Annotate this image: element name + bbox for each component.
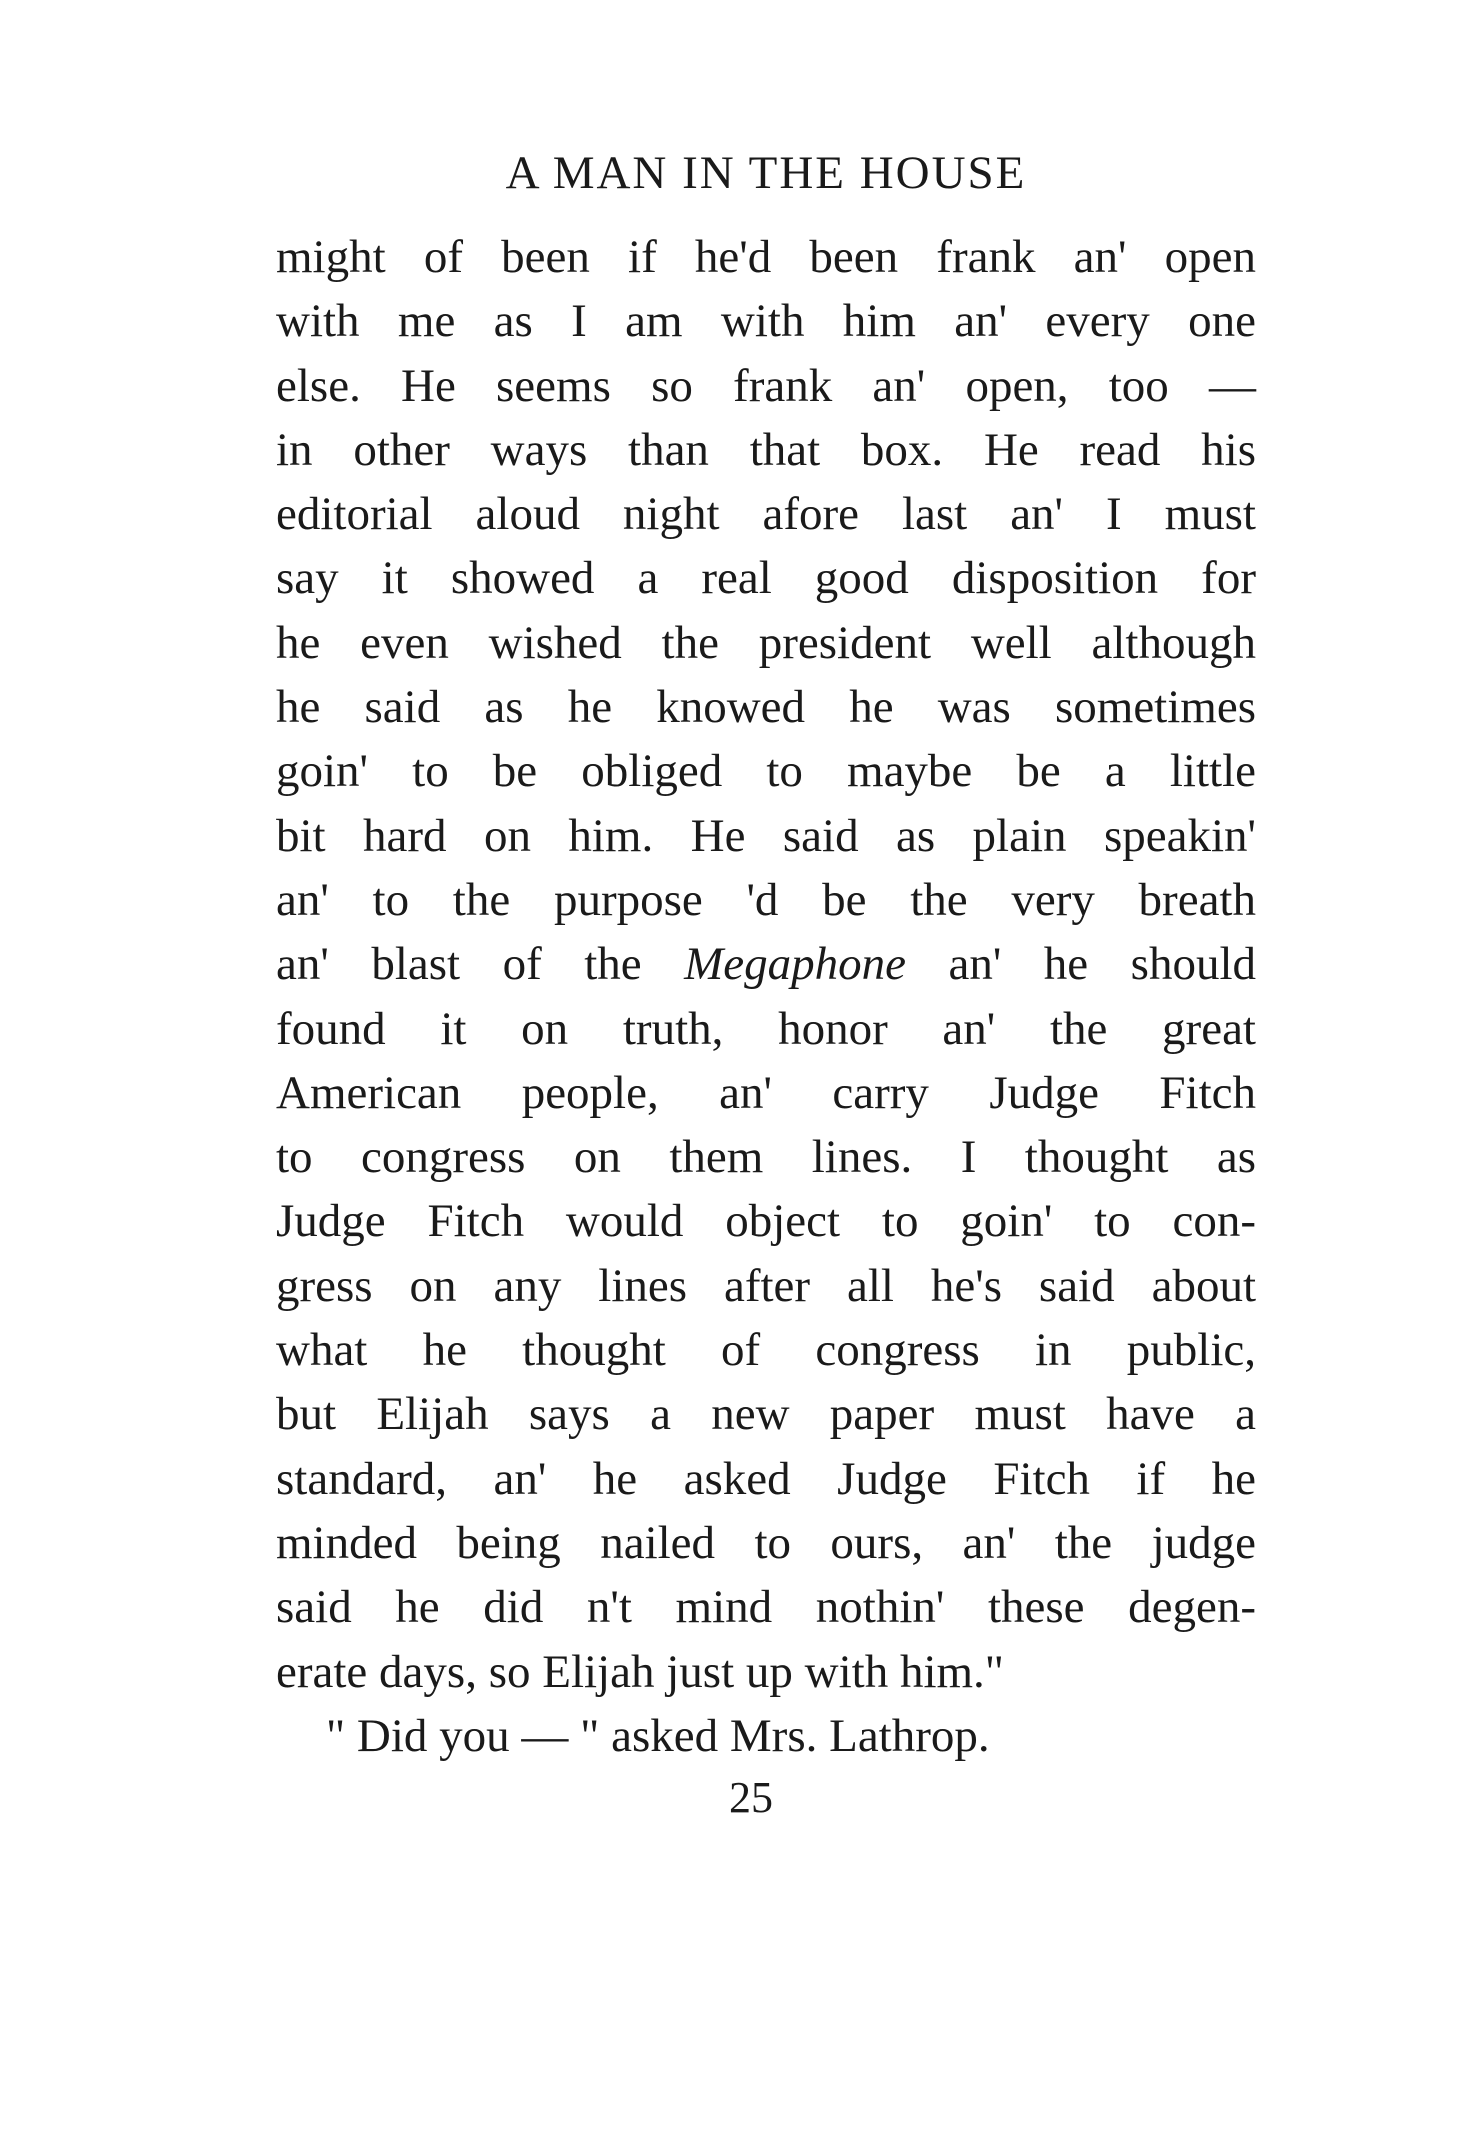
text-line: say it showed a real good disposition for	[276, 552, 1256, 605]
running-title: A MAN IN THE HOUSE	[505, 147, 1027, 199]
text-line: to congress on them lines. I thought as	[276, 1131, 1256, 1184]
text-line: gress on any lines after all he's said about	[276, 1259, 1256, 1312]
text-line: an' to the purpose 'd be the very breath	[276, 873, 1256, 926]
text-line: Judge Fitch would object to goin' to con-	[276, 1195, 1256, 1248]
text-line: found it on truth, honor an' the great	[276, 1002, 1256, 1055]
text-line: he said as he knowed he was sometimes	[276, 681, 1256, 734]
text-line: but Elijah says a new paper must have a	[276, 1388, 1256, 1441]
text-line: goin' to be obliged to maybe be a little	[276, 745, 1256, 798]
paragraph-end-line: erate days, so Elijah just up with him."	[276, 1645, 1004, 1698]
text-segment: an' he should	[906, 938, 1256, 991]
text-line: might of been if he'd been frank an' open	[276, 231, 1256, 283]
book-page	[276, 147, 1256, 1823]
text-line: with me as I am with him an' every one	[276, 295, 1256, 348]
text-line: else. He seems so frank an' open, too —	[276, 359, 1256, 412]
newspaper-title: Megaphone	[684, 938, 906, 991]
text-line: in other ways than that box. He read his	[276, 423, 1256, 476]
text-line-with-italic	[276, 932, 1256, 996]
text-line: bit hard on him. He said as plain speakin'	[276, 809, 1256, 862]
body-text	[276, 225, 1256, 1768]
page-number: 25	[729, 1773, 773, 1823]
text-line: standard, an' he asked Judge Fitch if he	[276, 1452, 1256, 1505]
text-line: said he did n't mind nothin' these degen-	[276, 1581, 1256, 1634]
text-line: editorial aloud night afore last an' I must	[276, 488, 1256, 541]
text-line: what he thought of congress in public,	[276, 1324, 1256, 1377]
text-line: American people, an' carry Judge Fitch	[276, 1066, 1256, 1119]
dialogue-line: " Did you — " asked Mrs. Lathrop.	[326, 1709, 990, 1762]
text-line: he even wished the president well although	[276, 616, 1256, 669]
text-segment: an' blast of the	[276, 938, 685, 991]
text-line: minded being nailed to ours, an' the judge	[276, 1516, 1256, 1569]
